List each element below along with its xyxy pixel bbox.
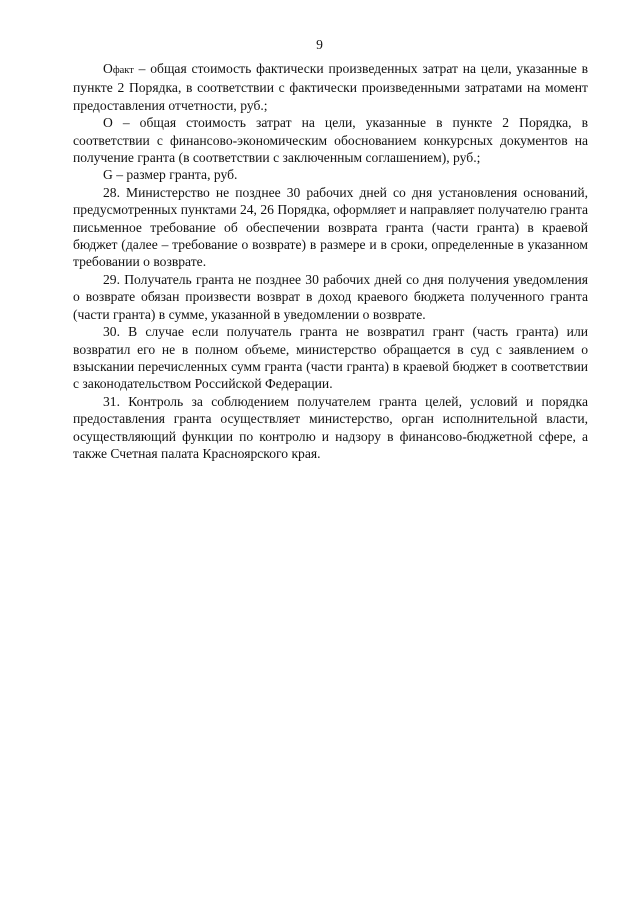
ofact-symbol: O bbox=[103, 61, 113, 76]
page-number: 9 bbox=[316, 37, 323, 52]
paragraph-29: 29. Получатель гранта не позднее 30 рабочих дней со дня получения уведомления о возврате обязан произвести возврат в доход краевого бюджета полученного гранта (части гранта) в сумме, указанной в уведомлении о возврате. bbox=[73, 271, 588, 322]
paragraph-o-definition: O – общая стоимость затрат на цели, указанные в пункте 2 Порядка, в соответствии с финансово-экономическим обоснованием конкурсных документов на получение гранта (в соответствии с заключенным соглашением), руб.; bbox=[73, 115, 588, 166]
paragraph-g-definition: G – размер гранта, руб. bbox=[103, 167, 238, 183]
paragraph-30: 30. В случае если получатель гранта не возвратил грант (часть гранта) или возвратил его не в полном объеме, министерство обращается в суд с заявлением о взыскании перечисленных сумм гранта (части гранта) в краевой бюджет в соответствии с законодательством Российской Федерации. bbox=[73, 324, 588, 392]
paragraph-28: 28. Министерство не позднее 30 рабочих дней со дня установления оснований, предусмотренных пунктами 24, 26 Порядка, оформляет и направляет получателю гранта письменное требование об обеспечении возврата гранта (части гранта) в краевой бюджет (далее – требование о возврате) в размере и в сроки, определенные в указанном требовании о возврате. bbox=[73, 184, 588, 270]
paragraph-31: 31. Контроль за соблюдением получателем гранта целей, условий и порядка предоставления гранта осуществляет министерство, орган исполнительной власти, осуществляющий функции по контролю и надзору в финансово-бюджетной сфере, а также Счетная палата Красноярского края. bbox=[73, 393, 588, 461]
paragraph-ofact-definition bbox=[73, 60, 588, 114]
document-body bbox=[73, 60, 588, 462]
ofact-subscript: факт bbox=[112, 65, 134, 76]
ofact-text: – общая стоимость фактически произведенных затрат на цели, указанные в пункте 2 Порядка, в соответствии с фактически произведенными затратами на момент предоставления отчетности, руб.; bbox=[73, 61, 588, 113]
